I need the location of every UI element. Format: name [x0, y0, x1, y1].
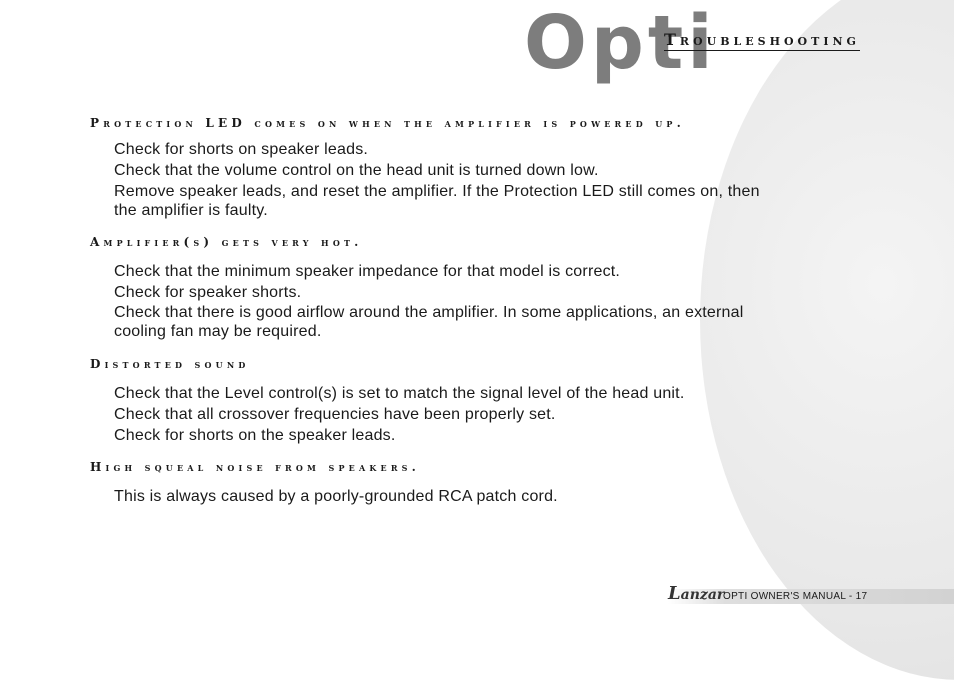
- page-title: Troubleshooting: [664, 30, 860, 49]
- list-item: Remove speaker leads, and reset the amplifier. If the Protection LED still comes on, then the amplifier is faulty.: [114, 183, 760, 219]
- list-item: Check that all crossover frequencies have been properly set.: [114, 406, 556, 423]
- logo-text: Opti: [524, 0, 717, 86]
- list-item: Check for speaker shorts.: [114, 284, 302, 301]
- page-number: OPTI OWNER'S MANUAL - 17: [723, 591, 868, 602]
- section-heading-distorted-sound: Distorted sound: [90, 357, 250, 371]
- brand-rest: anzar: [680, 587, 725, 603]
- section-heading-protection-led: Protection LED comes on when the amplifier is powered up.: [90, 116, 685, 130]
- list-item: Check that the minimum speaker impedance for that model is correct.: [114, 263, 621, 280]
- section-heading-high-squeal: High squeal noise from speakers.: [90, 460, 421, 474]
- list-item: This is always caused by a poorly-grounded RCA patch cord.: [114, 488, 558, 505]
- section-heading-amplifier-hot: Amplifier(s) gets very hot.: [90, 235, 363, 249]
- list-item: Check that there is good airflow around the amplifier. In some applications, an external cooling fan may be required.: [114, 304, 744, 340]
- brand-initial: L: [668, 583, 681, 604]
- list-item: Check for shorts on speaker leads.: [114, 141, 369, 158]
- list-item: Check that the Level control(s) is set to match the signal level of the head unit.: [114, 385, 685, 402]
- list-item: Check for shorts on the speaker leads.: [114, 427, 396, 444]
- lanzar-logo: [668, 583, 724, 604]
- list-item: Check that the volume control on the head unit is turned down low.: [114, 162, 599, 179]
